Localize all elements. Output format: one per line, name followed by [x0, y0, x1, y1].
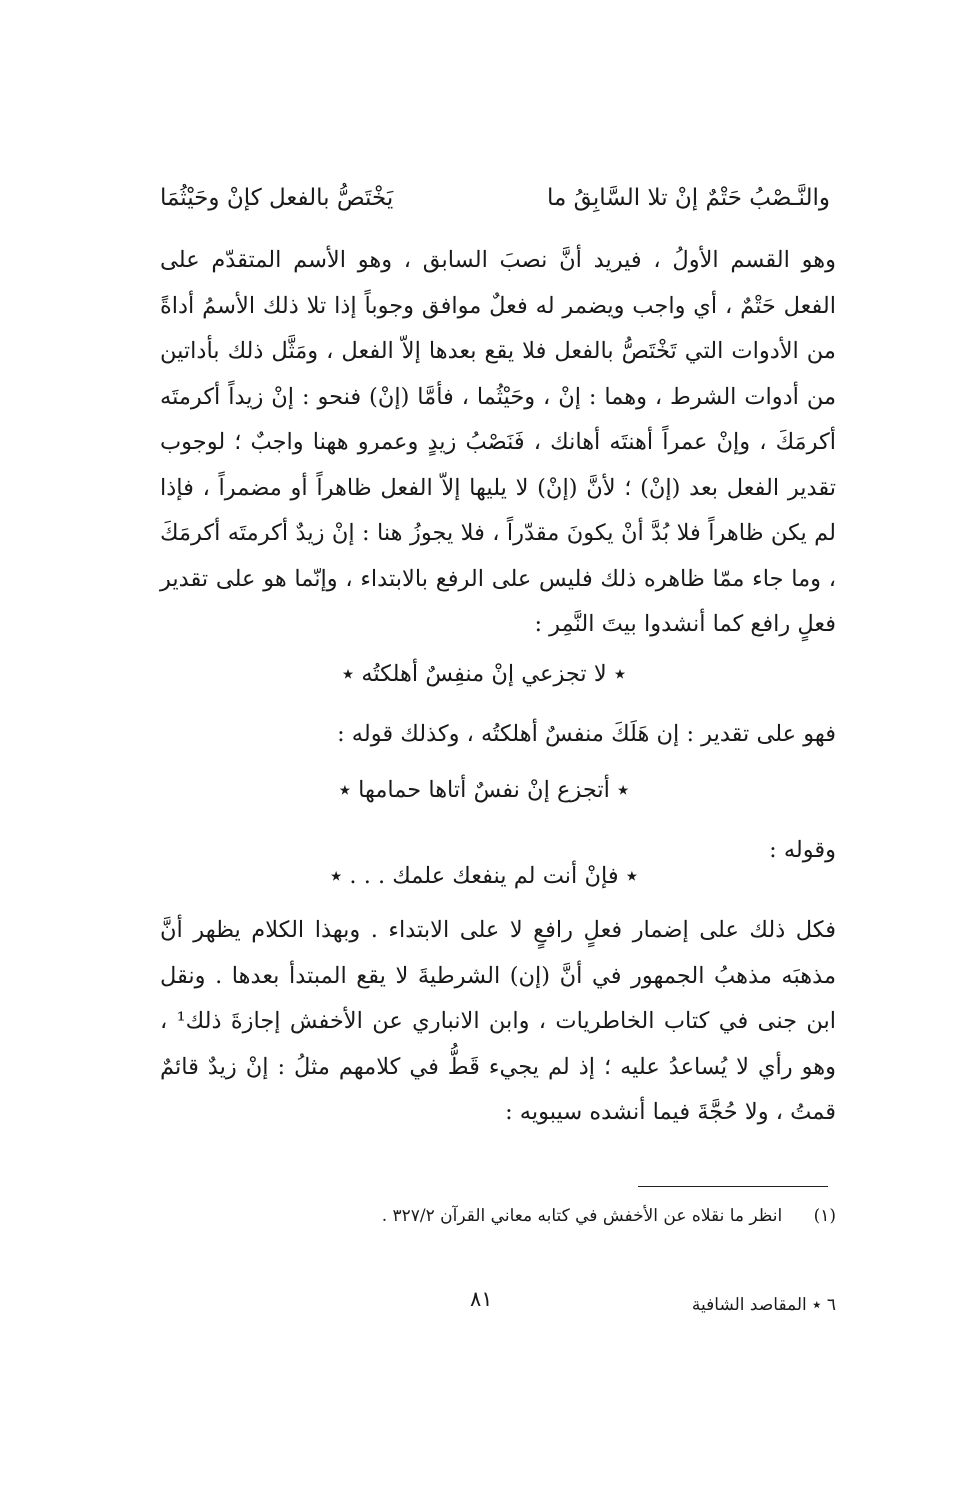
footnote-number: (١) — [813, 1206, 836, 1226]
verse-hemistich-second: يَخْتَصُّ بالفعل كإنْ وحَيْثُمَا — [160, 185, 394, 211]
quoted-hemistich-1: ٭ لا تجزعي إنْ منفِسٌ أهلكتُه ٭ — [341, 661, 627, 687]
quoted-hemistich-2: ٭ أتجزع إنْ نفسٌ أتاها حمامها ٭ — [338, 777, 630, 803]
footnote-divider — [638, 1186, 828, 1187]
footnote-text: انظر ما نقلاه عن الأخفش في كتابه معاني القرآن ٣٢٧/٢ . — [381, 1206, 783, 1226]
commentary-paragraph-1: وهو القسم الأولُ ، فيريد أنَّ نصبَ السابق ، وهو الأسم المتقدّم على الفعل حَتْمٌ ، أي واجب ويضمر له فعلٌ موافق وجوباً إذا تلا ذلك الأسمُ أداةً من الأدوات التي تَخْتَصُّ بالفعل فلا يقع بعدها إلاّ الفعل ، ومَثَّل ذلك بأداتين من أدوات الشرط ، وهما : إنْ ، وحَيْثُما ، فأمَّا (إنْ) فنحو : إنْ زيداً أكرمتَه أكرمَكَ ، وإنْ عمراً أهنتَه أهانك ، فَنَصْبُ زيدٍ وعمرو ههنا واجبٌ ؛ لوجوب تقدير الفعل بعد (إنْ) ؛ لأنَّ (إنْ) لا يليها إلاّ الفعل ظاهراً أو مضمراً ، فإذا لم يكن ظاهراً فلا بُدَّ أنْ يكونَ مقدّراً ، فلا يجوزُ هنا : إنْ زيدٌ أكرمتَه أكرمَكَ ، وما جاء ممّا ظاهره ذلك فليس على الرفع بالابتداء ، وإنّما هو على تقدير فعلٍ رافع كما أنشدوا بيتَ النَّمِر : — [160, 247, 836, 637]
quoted-hemistich-3: ٭ فإنْ أنت لم ينفعك علمك . . . ٭ — [329, 863, 638, 889]
page-number: ٨١ — [470, 1287, 493, 1311]
footnote — [276, 1200, 836, 1232]
verse-heading — [160, 178, 830, 218]
verse-hemistich-first: والنَّـصْبُ حَتْمٌ إنْ تلا السَّابِقُ ما — [547, 185, 830, 211]
qawlu-label: وقوله : — [769, 837, 836, 863]
commentary-middle-line: فهو على تقدير : إن هَلَكَ منفسٌ أهلكتُه ، وكذلك قوله : — [337, 721, 836, 747]
signature-mark: ٦ ٭ المقاصد الشافية — [691, 1295, 836, 1315]
commentary-paragraph-2: فكل ذلك على إضمار فعلٍ رافعٍ لا على الابتداء . وبهذا الكلام يظهر أنَّ مذهبَه مذهبُ الجمهور في أنَّ (إن) الشرطيةَ لا يقع المبتدأ بعدها . ونقل ابن جنى في كتاب الخاطريات ، وابن الانباري عن الأخفش إجازةَ ذلك¹ ، وهو رأي لا يُساعدُ عليه ؛ إذ لم يجيء قَطُّ في كلامهم مثلُ : إنْ زيدٌ قائمٌ قمتُ ، ولا حُجَّةَ فيما أنشده سيبويه : — [160, 917, 836, 1125]
